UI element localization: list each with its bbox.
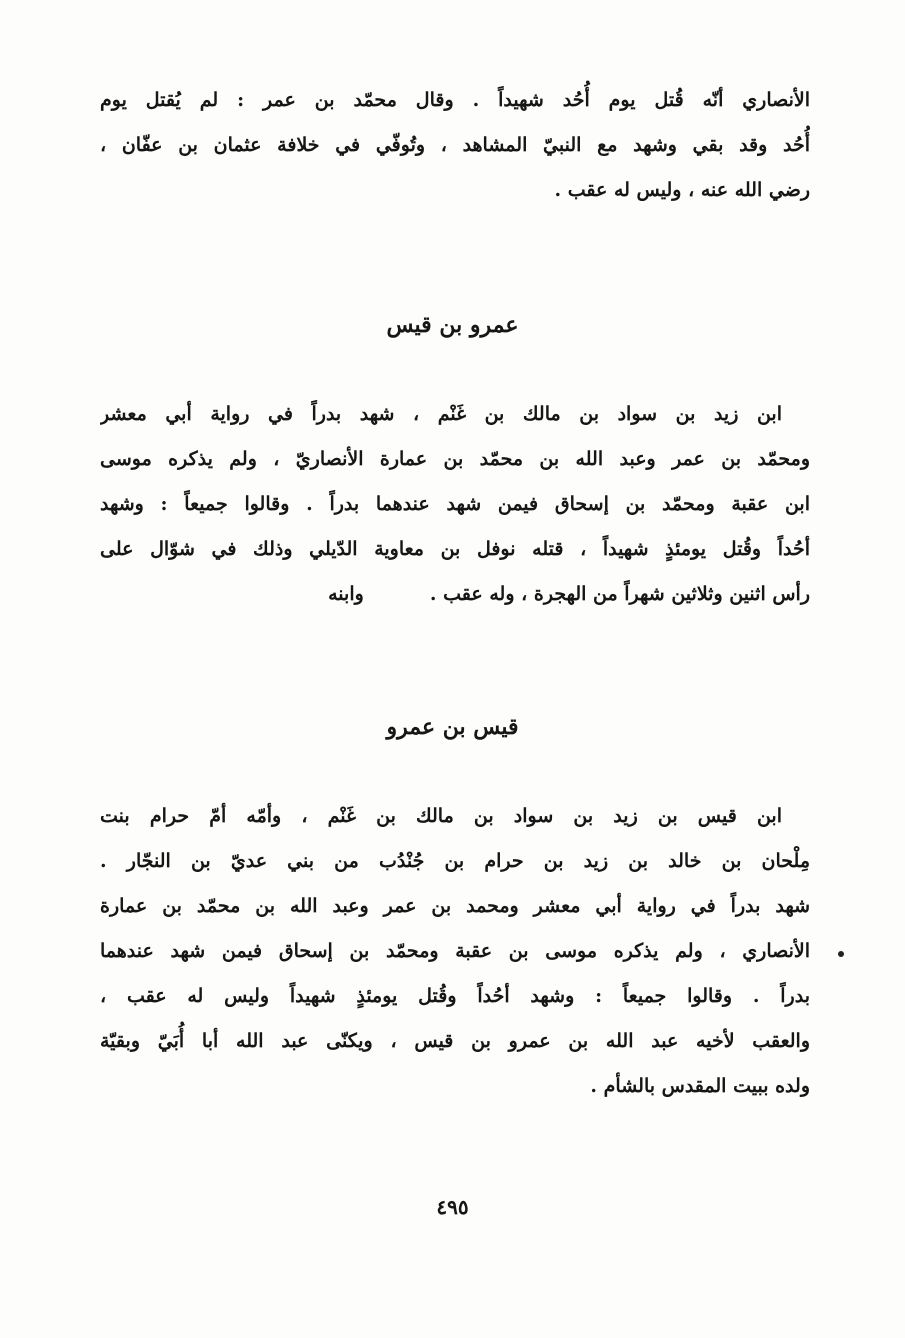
- section2-line-7: ولده ببيت المقدس بالشأم .: [590, 1075, 810, 1097]
- intro-line-3: رضي الله عنه ، وليس له عقب .: [554, 179, 810, 201]
- page-number: ٤٩٥: [436, 1195, 469, 1219]
- section2-line-1: ابن قيس بن زيد بن سواد بن مالك بن غَنْم ، وأمّه أمّ حرام بنت: [100, 805, 782, 827]
- section1-paragraph: [100, 392, 810, 617]
- section2-line-5: بدراً . وقالوا جميعاً : وشهد أحُداً وقُتل يومئذٍ شهيداً وليس له عقب ،: [100, 985, 810, 1007]
- intro-line-2: أُحُد وقد بقي وشهد مع النبيّ المشاهد ، وتُوفّي في خلافة عثمان بن عفّان ،: [100, 134, 810, 156]
- section2-paragraph: [100, 794, 810, 1109]
- intro-paragraph: [100, 78, 810, 213]
- section1-line-4: أحُداً وقُتل يومئذٍ شهيداً ، قتله نوفل بن معاوية الدّيلي وذلك في شوّال على: [100, 538, 810, 560]
- section-heading-qays-ibn-amr: قيس بن عمرو: [386, 714, 519, 740]
- section-heading-amr-ibn-qays: عمرو بن قيس: [386, 312, 519, 338]
- section2-line-2: مِلْحان بن خالد بن زيد بن حرام بن جُنْدُب من بني عديّ بن النجّار .: [100, 850, 810, 872]
- section1-line-3: ابن عقبة ومحمّد بن إسحاق فيمن شهد عندهما بدراً . وقالوا جميعاً : وشهد: [100, 493, 810, 515]
- section2-line-3: شهد بدراً في رواية أبي معشر ومحمد بن عمر وعبد الله بن محمّد بن عمارة: [100, 895, 810, 917]
- section2-line-6: والعقب لأخيه عبد الله بن عمرو بن قيس ، ويكنّى عبد الله أبا أُبَيّ وبقيّة: [100, 1030, 810, 1052]
- ink-speck: [838, 951, 844, 957]
- intro-line-1: الأنصاري أنّه قُتل يوم أُحُد شهيداً . وقال محمّد بن عمر : لم يُقتل يوم: [100, 89, 810, 111]
- section1-line-2: ومحمّد بن عمر وعبد الله بن محمّد بن عمارة الأنصاريّ ، ولم يذكره موسى: [100, 448, 810, 470]
- section2-line-4: الأنصاري ، ولم يذكره موسى بن عقبة ومحمّد بن إسحاق فيمن شهد عندهما: [100, 940, 810, 962]
- section1-line-5: رأس اثنين وثلاثين شهراً من الهجرة ، وله عقب . وابنه: [328, 583, 810, 605]
- section1-line-1: ابن زيد بن سواد بن مالك بن غَنْم ، شهد بدراً في رواية أبي معشر: [100, 403, 782, 425]
